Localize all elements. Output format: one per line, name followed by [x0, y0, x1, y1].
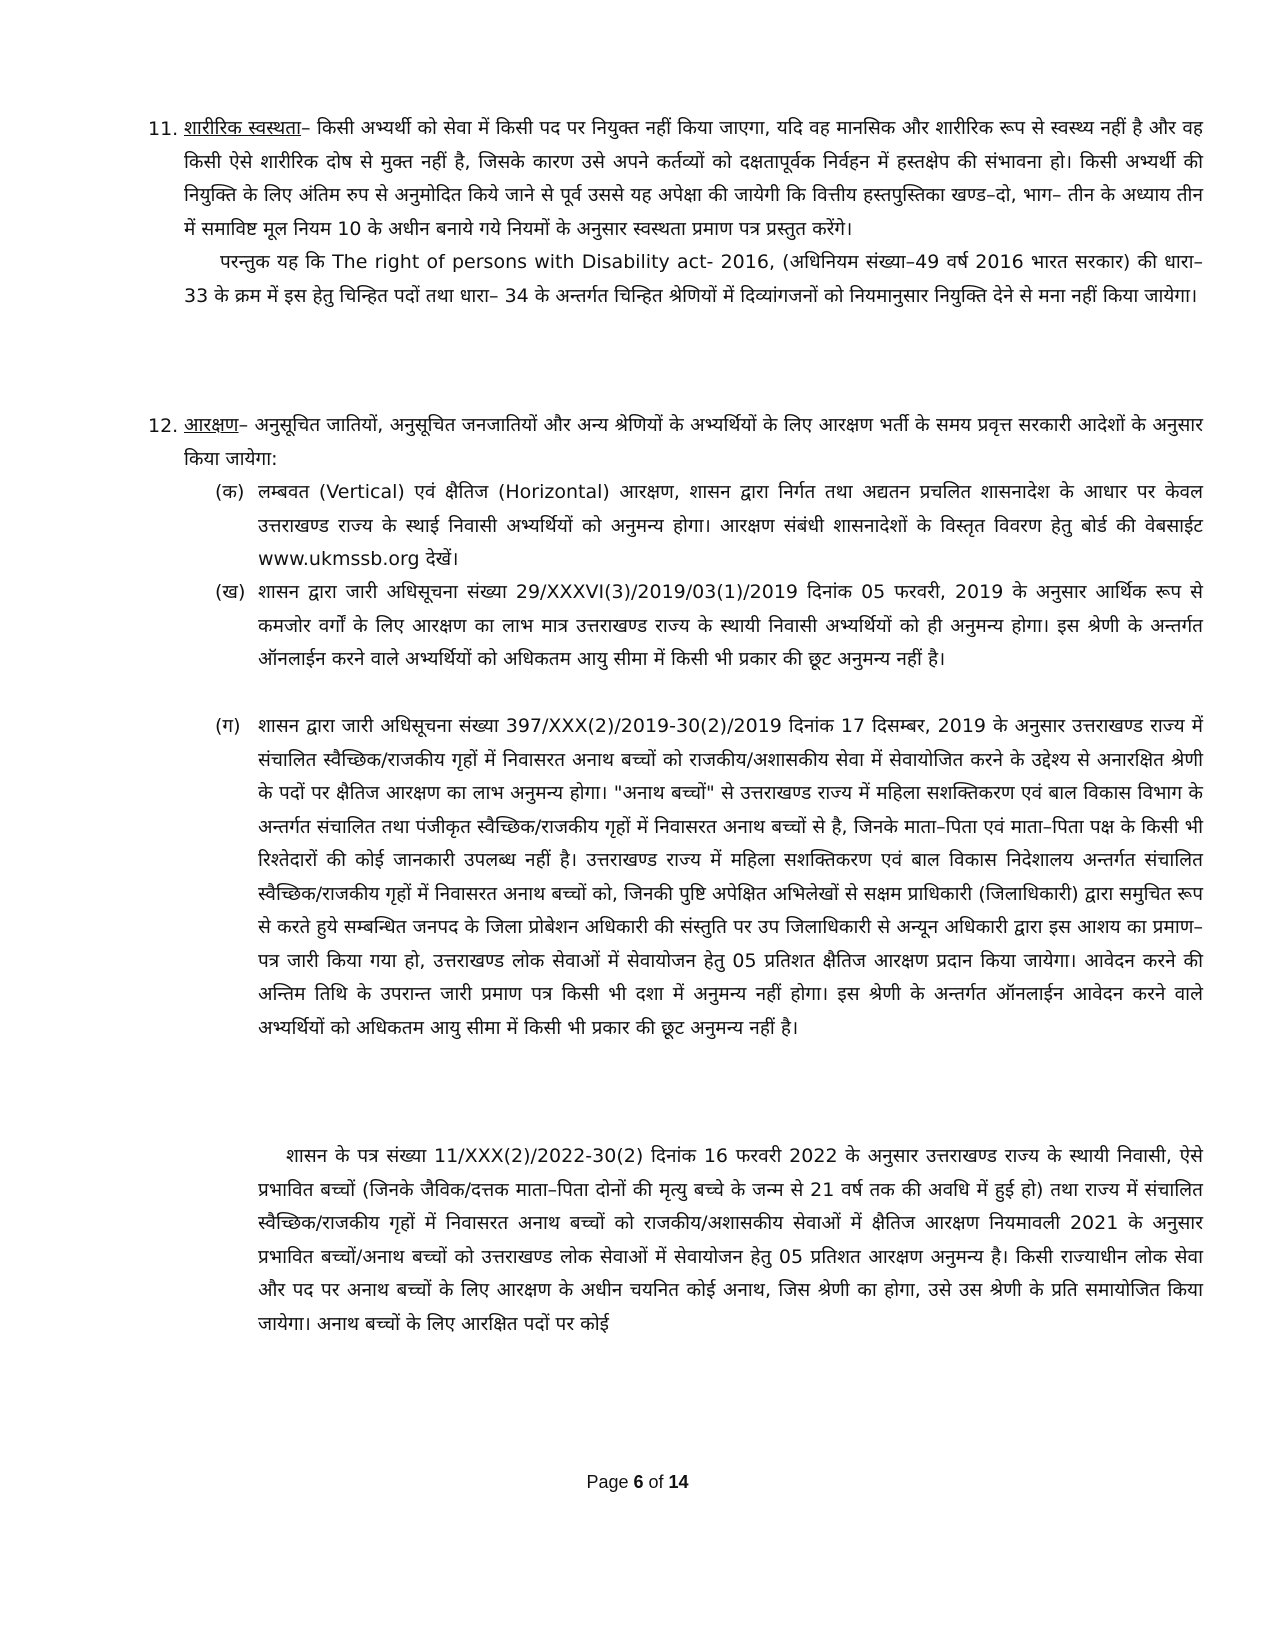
section-body-text: अनुसूचित जातियों, अनुसूचित जनजातियों और अन्य श्रेणियों के अभ्यर्थियों के लिए आरक्षण भर्ती के समय प्रवृत्त सरकारी आदेशों के अनुसार किया जायेगा: [184, 414, 1203, 470]
section-number: 11. [148, 118, 179, 140]
section-number: 12. [148, 415, 179, 437]
section-heading: शारीरिक स्वस्थता [184, 117, 302, 139]
sub-item-ga [215, 710, 1203, 1045]
proviso-paragraph [148, 246, 1203, 313]
sub-item-ka [215, 476, 1203, 577]
continuation-paragraph: शासन के पत्र संख्या 11/XXX(2)/2022-30(2) दिनांक 16 फरवरी 2022 के अनुसार उत्तराखण्ड राज्य के स्थायी निवासी, ऐसे प्रभावित बच्चों (जिनके जैविक/दत्तक माता–पिता दोनों की मृत्यु बच्चे के जन्म से 21 वर्ष तक की अवधि में हुई हो) तथा राज्य में संचालित स्वैच्छिक/राजकीय गृहों में निवासरत अनाथ बच्चों को राजकीय/अशासकीय सेवाओं में क्षैतिज आरक्षण नियमावली 2021 के अनुसार प्रभावित बच्चों/अनाथ बच्चों को उत्तराखण्ड लोक सेवाओं में सेवायोजन हेतु 05 प्रतिशत आरक्षण अनुमन्य है। किसी राज्याधीन लोक सेवा और पद पर अनाथ बच्चों के लिए आरक्षण के अधीन चयनित कोई अनाथ, जिस श्रेणी का होगा, उसे उस श्रेणी के प्रति समायोजित किया जायेगा। अनाथ बच्चों के लिए आरक्षित पदों पर कोई [258, 1145, 1203, 1335]
sub-item-text: शासन द्वारा जारी अधिसूचना संख्या 397/XXX(2)/2019-30(2)/2019 दिनांक 17 दिसम्बर, 2019 के अनुसार उत्तराखण्ड राज्य में संचालित स्वैच्छिक/राजकीय गृहों में निवासरत अनाथ बच्चों को राजकीय/अशासकीय सेवा में सेवायोजित करने के उद्देश्य से अनारक्षित श्रेणी के पदों पर क्षैतिज आरक्षण का लाभ अनुमन्य होगा। "अनाथ बच्चों" से उत्तराखण्ड राज्य में महिला सशक्तिकरण एवं बाल विकास विभाग के अन्तर्गत संचालित तथा पंजीकृत स्वैच्छिक/राजकीय गृहों में निवासरत अनाथ बच्चों से है, जिनके माता–पिता एवं माता–पिता पक्ष के किसी भी रिश्तेदारों की कोई जानकारी उपलब्ध नहीं है। उत्तराखण्ड राज्य में महिला सशक्तिकरण एवं बाल विकास निदेशालय अन्तर्गत संचालित स्वैच्छिक/राजकीय गृहों में निवासरत अनाथ बच्चों को, जिनकी पुष्टि अपेक्षित अभिलेखों से सक्षम प्राधिकारी (जिलाधिकारी) द्वारा समुचित रूप से करते हुये सम्बन्धित जनपद के जिला प्रोबेशन अधिकारी की संस्तुति पर उप जिलाधिकारी से अन्यून अधिकारी द्वारा इस आशय का प्रमाण–पत्र जारी किया गया हो, उत्तराखण्ड लोक सेवाओं में सेवायोजन हेतु 05 प्रतिशत क्षैतिज आरक्षण प्रदान किया जायेगा। आवेदन करने की अन्तिम तिथि के उपरान्त जारी प्रमाण पत्र किसी भी दशा में अनुमन्य नहीं होगा। इस श्रेणी के अन्तर्गत ऑनलाईन आवेदन करने वाले अभ्यर्थियों को अधिकतम आयु सीमा में किसी भी प्रकार की छूट अनुमन्य नहीं है। [258, 715, 1203, 1039]
sub-item-text: लम्बवत (Vertical) एवं क्षैतिज (Horizontal) आरक्षण, शासन द्वारा निर्गत तथा अद्यतन प्रचलित शासनादेश के आधार पर केवल उत्तराखण्ड राज्य के स्थाई निवासी अभ्यर्थियों को अनुमन्य होगा। आरक्षण संबंधी शासनादेशों के विस्तृत विवरण हेतु बोर्ड की वेबसाईट www.ukmssb.org देखें। [258, 481, 1203, 570]
section-paragraph: आरक्षण– अनुसूचित जातियों, अनुसूचित जनजातियों और अन्य श्रेणियों के अभ्यर्थियों के लिए आरक्षण भर्ती के समय प्रवृत्त सरकारी आदेशों के अनुसार किया जायेगा: [184, 414, 1203, 470]
sub-item-marker: (ग) [215, 715, 241, 737]
sub-item-text: शासन द्वारा जारी अधिसूचना संख्या 29/XXXVI(3)/2019/03(1)/2019 दिनांक 05 फरवरी, 2019 के अनुसार आर्थिक रूप से कमजोर वर्गों के लिए आरक्षण का लाभ मात्र उत्तराखण्ड राज्य के स्थायी निवासी अभ्यर्थियों को ही अनुमन्य होगा। इस श्रेणी के अन्तर्गत ऑनलाईन करने वाले अभ्यर्थियों को अधिकतम आयु सीमा में किसी भी प्रकार की छूट अनुमन्य नहीं है। [258, 581, 1203, 670]
section-11 [148, 112, 1203, 313]
section-body-text: किसी अभ्यर्थी को सेवा में किसी पद पर नियुक्त नहीं किया जाएगा, यदि वह मानसिक और शारीरिक रूप से स्वस्थ्य नहीं है और वह किसी ऐसे शारीरिक दोष से मुक्त नहीं है, जिसके कारण उसे अपने कर्तव्यों को दक्षतापूर्वक निर्वहन में हस्तक्षेप की संभावना हो। किसी अभ्यर्थी की नियुक्ति के लिए अंतिम रुप से अनुमोदित किये जाने से पूर्व उससे यह अपेक्षा की जायेगी कि वित्तीय हस्तपुस्तिका खण्ड–दो, भाग– तीन के अध्याय तीन में समाविष्ट मूल नियम 10 के अधीन बनाये गये नियमों के अनुसार स्वस्थता प्रमाण पत्र प्रस्तुत करेंगे। [184, 117, 1203, 240]
sub-item-marker: (ख) [215, 581, 246, 603]
section-heading: आरक्षण [184, 414, 239, 436]
section-12 [148, 409, 1203, 476]
sub-item-marker: (क) [215, 481, 245, 503]
proviso-text: परन्तुक यह कि The right of persons with Disability act- 2016, (अधिनियम संख्या–49 वर्ष 2016 भारत सरकार) की धारा– 33 के क्रम में इस हेतु चिन्हित पदों तथा धारा– 34 के अन्तर्गत चिन्हित श्रेणियों में दिव्यांगजनों को नियमानुसार नियुक्ति देने से मना नहीं किया जायेगा। [184, 251, 1203, 307]
current-page-number: 6 [633, 1472, 644, 1492]
section-paragraph: शारीरिक स्वस्थता– किसी अभ्यर्थी को सेवा में किसी पद पर नियुक्त नहीं किया जाएगा, यदि वह मानसिक और शारीरिक रूप से स्वस्थ्य नहीं है और वह किसी ऐसे शारीरिक दोष से मुक्त नहीं है, जिसके कारण उसे अपने कर्तव्यों को दक्षतापूर्वक निर्वहन में हस्तक्षेप की संभावना हो। किसी अभ्यर्थी की नियुक्ति के लिए अंतिम रुप से अनुमोदित किये जाने से पूर्व उससे यह अपेक्षा की जायेगी कि वित्तीय हस्तपुस्तिका खण्ड–दो, भाग– तीन के अध्याय तीन में समाविष्ट मूल नियम 10 के अधीन बनाये गये नियमों के अनुसार स्वस्थता प्रमाण पत्र प्रस्तुत करेंगे। [184, 117, 1203, 240]
sub-item-kha [215, 576, 1203, 677]
page-number-footer: Page 6 of 14 [586, 1472, 689, 1492]
total-page-count: 14 [668, 1472, 689, 1492]
